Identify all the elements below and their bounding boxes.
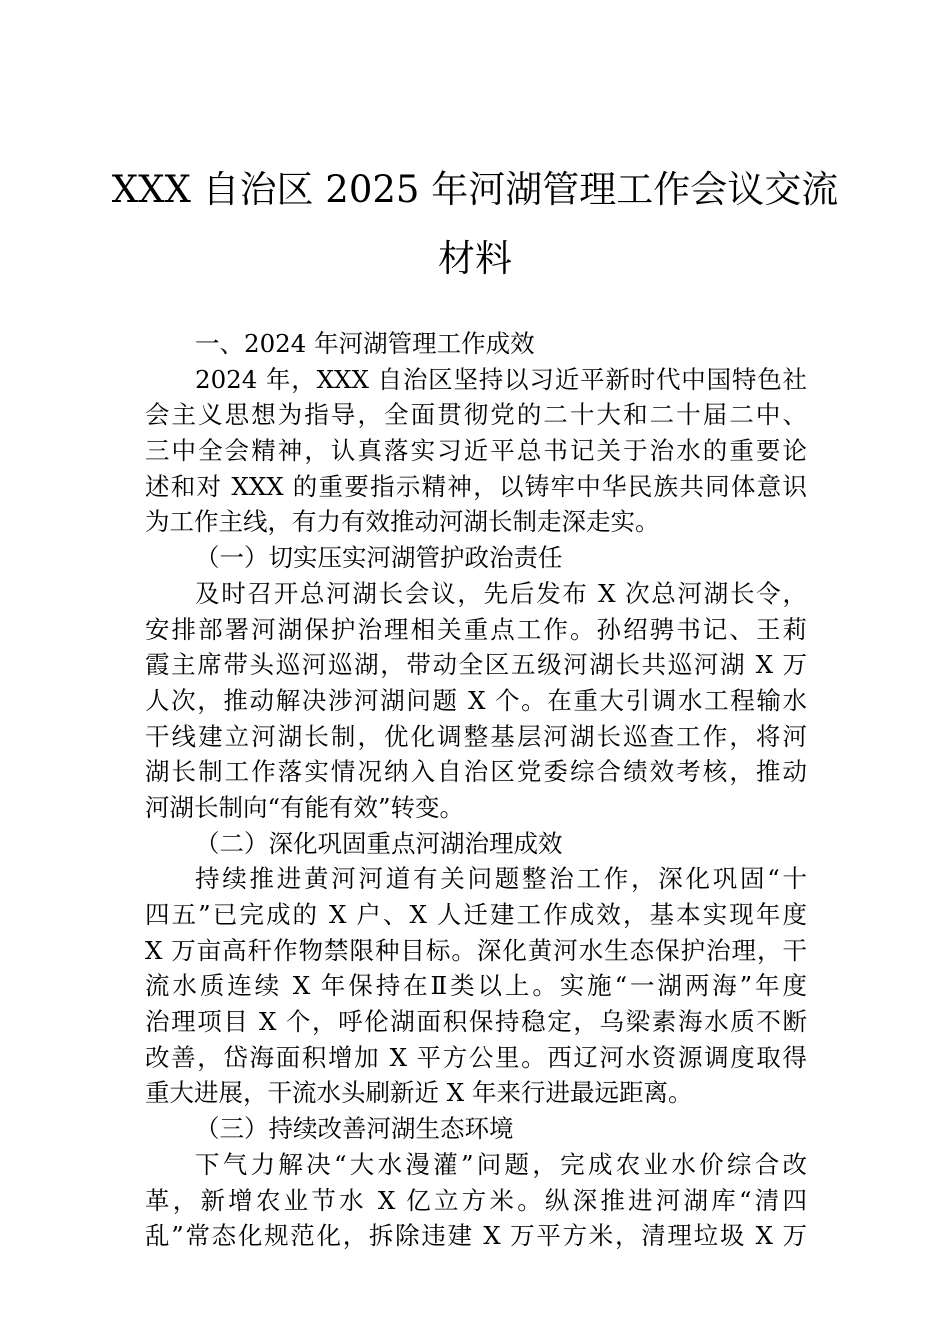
paragraph-line: 2024 年，XXX 自治区坚持以习近平新时代中国特色社: [195, 364, 807, 394]
paragraph-line: 三中全会精神，认真落实习近平总书记关于治水的重要论: [145, 436, 807, 466]
paragraph-line: 乱”常态化规范化，拆除违建 X 万平方米，清理垃圾 X 万: [145, 1221, 807, 1251]
subsection-heading-3: （三）持续改善河湖生态环境: [195, 1114, 514, 1144]
paragraph-line: X 万亩高秆作物禁限种目标。深化黄河水生态保护治理，干: [145, 935, 807, 965]
paragraph-line: 河湖长制向“有能有效”转变。: [145, 792, 465, 822]
paragraph-line: 革，新增农业节水 X 亿立方米。纵深推进河湖库“清四: [145, 1185, 807, 1215]
paragraph-line: 重大进展，干流水头刷新近 X 年来行进最远距离。: [145, 1078, 693, 1108]
subsection-heading-1: （一）切实压实河湖管护政治责任: [195, 543, 563, 573]
paragraph-line: 治理项目 X 个，呼伦湖面积保持稳定，乌梁素海水质不断: [145, 1007, 807, 1037]
paragraph-line: 人次，推动解决涉河湖问题 X 个。在重大引调水工程输水: [145, 685, 807, 715]
document-body: [145, 326, 807, 1254]
paragraph-line: 为工作主线，有力有效推动河湖长制走深走实。: [145, 507, 660, 537]
paragraph-line: 四五”已完成的 X 户、X 人迁建工作成效，基本实现年度: [145, 900, 807, 929]
paragraph-line: 流水质连续 X 年保持在Ⅱ类以上。实施“一湖两海”年度: [145, 971, 807, 1001]
paragraph-line: 湖长制工作落实情况纳入自治区党委综合绩效考核，推动: [145, 757, 807, 787]
paragraph-line: 干线建立河湖长制，优化调整基层河湖长巡查工作，将河: [145, 721, 807, 751]
paragraph-line: 霞主席带头巡河巡湖，带动全区五级河湖长共巡河湖 X 万: [145, 650, 807, 680]
section-heading-1: 一、2024 年河湖管理工作成效: [195, 329, 535, 358]
paragraph-line: 持续推进黄河河道有关问题整治工作，深化巩固“十: [195, 864, 807, 894]
paragraph-line: 会主义思想为指导，全面贯彻党的二十大和二十届二中、: [145, 400, 807, 430]
paragraph-line: 安排部署河湖保护治理相关重点工作。孙绍骋书记、王莉: [145, 614, 807, 644]
document-title-line-1: XXX 自治区 2025 年河湖管理工作会议交流: [111, 168, 839, 211]
subsection-heading-2: （二）深化巩固重点河湖治理成效: [195, 828, 563, 858]
paragraph-line: 下气力解决“大水漫灌”问题，完成农业水价综合改: [195, 1149, 807, 1179]
document-title-line-2: 材料: [438, 237, 512, 280]
paragraph-line: 改善，岱海面积增加 X 平方公里。西辽河水资源调度取得: [145, 1042, 807, 1072]
paragraph-line: 及时召开总河湖长会议，先后发布 X 次总河湖长令，: [195, 578, 807, 608]
paragraph-line: 述和对 XXX 的重要指示精神，以铸牢中华民族共同体意识: [145, 471, 807, 501]
